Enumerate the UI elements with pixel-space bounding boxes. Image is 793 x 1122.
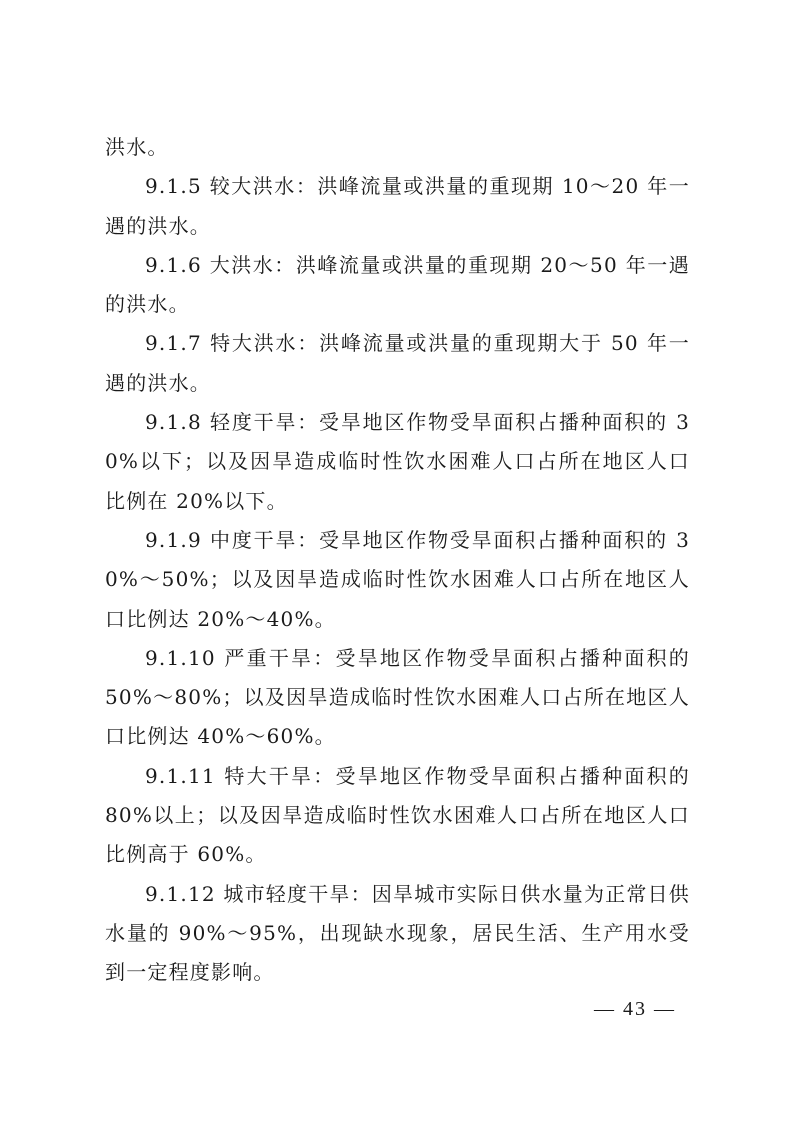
paragraph-9-1-9: 9.1.9 中度干旱：受旱地区作物受旱面积占播种面积的 30%～50%；以及因旱造成临时性饮水困难人口占所在地区人口比例达 20%～40%。 (105, 527, 690, 631)
paragraph-9-1-8: 9.1.8 轻度干旱：受旱地区作物受旱面积占播种面积的 30%以下；以及因旱造成临时性饮水困难人口占所在地区人口比例在 20%以下。 (105, 410, 690, 513)
paragraph-9-1-10: 9.1.10 严重干旱：受旱地区作物受旱面积占播种面积的 50%～80%；以及因旱造成临时性饮水困难人口占所在地区人口比例达 40%～60%。 (105, 645, 690, 749)
page-number: — 43 — (594, 998, 676, 1020)
paragraph-9-1-11: 9.1.11 特大干旱：受旱地区作物受旱面积占播种面积的 80%以上；以及因旱造成临时性饮水困难人口占所在地区人口比例高于 60%。 (105, 763, 690, 867)
paragraph-9-1-6: 9.1.6 大洪水：洪峰流量或洪量的重现期 20～50 年一遇的洪水。 (105, 252, 690, 317)
paragraph: 洪水。 (105, 135, 169, 159)
paragraph-9-1-5: 9.1.5 较大洪水：洪峰流量或洪量的重现期 10～20 年一遇的洪水。 (105, 174, 690, 238)
body-text (105, 128, 690, 993)
paragraph-9-1-12: 9.1.12 城市轻度干旱：因旱城市实际日供水量为正常日供水量的 90%～95%，出现缺水现象，居民生活、生产用水受到一定程度影响。 (105, 881, 690, 985)
paragraph-9-1-7: 9.1.7 特大洪水：洪峰流量或洪量的重现期大于 50 年一遇的洪水。 (105, 331, 690, 395)
